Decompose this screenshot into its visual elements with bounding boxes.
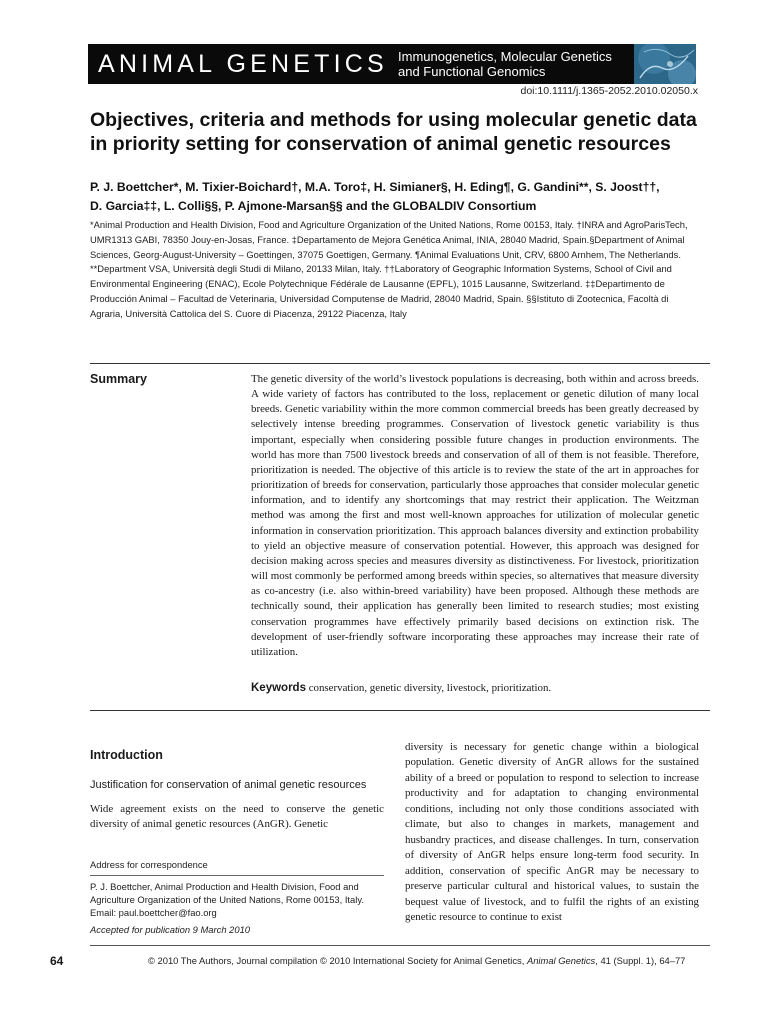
article-title: Objectives, criteria and methods for using molecular genetic data in priority setting for conservation of animal genetic resources xyxy=(90,109,697,155)
author-list xyxy=(90,178,710,216)
introduction-heading: Introduction xyxy=(90,748,163,762)
journal-banner xyxy=(88,44,696,84)
divider-footer xyxy=(90,945,710,946)
author-line-1: P. J. Boettcher*, M. Tixier-Boichard†, M.A. Toro‡, H. Simianer§, H. Eding¶, G. Gandini**, S. Joost††, xyxy=(90,180,660,194)
correspondence-email[interactable]: Email: paul.boettcher@fao.org xyxy=(90,907,217,919)
affiliations: *Animal Production and Health Division, Food and Agriculture Organization of the United Nations, Rome 00153, Italy. †INRA and AgroParisTech, UMR1313 GABI, 78350 Jouy-en-Josas, France. ‡Departamento de Mejora Genética Animal, INIA, 28040 Madrid, Spain.§Department of Animal Sciences, Georg-August-University – Goettingen, 37075 Goettigen, Germany. ¶Animal Evaluations Unit, CRV, 6800 Arnhem, The Netherlands. **Department VSA, Università degli Studi di Milano, 20133 Milan, Italy. ††Laboratory of Geographic Information Systems, School of Civil and Environmental Engineering (ENAC), Ecole Polytechnique Fédérale de Lausanne (EPFL), 1015 Lausanne, Switzerland. ‡‡Departimento de Producción Animal – Facultad de Veterinaria, Universidad Computense de Madrid, 28040 Madrid, Spain. §§Istituto di Zootecnica, Facoltà di Agraria, Università Cattolica del S. Cuore di Piacenza, 29122 Piacenza, Italy xyxy=(90,219,688,319)
keywords-list: conservation, genetic diversity, livestock, prioritization. xyxy=(308,682,552,694)
footer-journal: Animal Genetics xyxy=(526,955,596,966)
author-line-2: D. Garcia‡‡, L. Colli§§, P. Ajmone-Marsan§§ and the GLOBALDIV Consortium xyxy=(90,199,537,213)
correspondence-divider xyxy=(90,875,384,876)
footer-citation xyxy=(148,955,685,966)
journal-name: ANIMAL GENETICS xyxy=(98,50,388,78)
page-number: 64 xyxy=(50,954,64,968)
doi[interactable]: doi:10.1111/j.1365-2052.2010.02050.x xyxy=(520,85,698,97)
summary-text: The genetic diversity of the world’s livestock populations is decreasing, both within and across breeds. A wide variety of factors has contributed to the loss, replacement or genetic dilution of many local breeds. Genetic variability within the more common commercial breeds has been greatly decreased by selectively intense breeding programmes. Conservation of livestock genetic variability is thus important, especially when considering possible future changes in production environments. The world has more than 7500 livestock breeds and conservation of all of them is not feasible. Therefore, prioritization is needed. The objective of this article is to review the state of the art in approaches for prioritization of breeds for conservation, particularly those approaches that consider molecular genetic information, and to identify any shortcomings that may restrict their application. The Weitzman method was among the first and most well-known approaches for utilization of molecular genetic information in conservation prioritization. This approach balances diversity and extinction probability to yield an objective measure of conservation potential. However, this approach was designed for decision making across species and measures diversity as distinctiveness. For livestock, prioritization will most commonly be performed among breeds within species, so alternatives that measure diversity as co-ancestry (i.e. also within-breed variability) have been proposed. Although these methods are technically sound, their application has generally been limited to research studies; most existing conservation programmes have effectively primarily based decisions on extinction risk. The development of user-friendly software incorporating these approaches may increase their rate of utilization. xyxy=(251,373,699,658)
introduction-subheading: Justification for conservation of animal genetic resources xyxy=(90,779,367,791)
divider-middle xyxy=(90,710,710,711)
introduction-text-right: diversity is necessary for genetic change within a biological population. Genetic diversity of AnGR allows for the sustained ability of a breed or population to respond to selection to increase productivity and for adaptation to changing environmental conditions, including not only those conditions associated with climate, but also to changes in markets, management and husbandry practices, and disease challenges. In turn, conservation of diversity of AnGR helps ensure long-term food security. In addition, conservation of specific AnGR may be necessary to preserve particular cultural and historical values, to sustain the bequest value of livestock, and to fulfil the rights of an existing genetic resource to continue to exist xyxy=(405,741,699,923)
footer-volume: , 41 (Suppl. 1), 64–77 xyxy=(595,955,686,966)
banner-artwork-icon xyxy=(634,44,696,84)
summary-heading: Summary xyxy=(90,372,147,386)
footer-copyright: © 2010 The Authors, Journal compilation © 2010 International Society for Animal Genetics, xyxy=(148,955,527,966)
journal-subtitle-line-1: Immunogenetics, Molecular Genetics xyxy=(398,49,612,64)
correspondence-heading: Address for correspondence xyxy=(90,859,208,870)
correspondence-block xyxy=(90,880,384,920)
introduction-text-left: Wide agreement exists on the need to conserve the genetic diversity of animal genetic resources (AnGR). Genetic xyxy=(90,803,384,831)
keywords xyxy=(251,682,699,694)
journal-subtitle-line-2: and Functional Genomics xyxy=(398,64,546,79)
journal-subtitle xyxy=(398,49,612,79)
keywords-label: Keywords xyxy=(251,682,306,694)
divider-top xyxy=(90,363,710,364)
accepted-date: Accepted for publication 9 March 2010 xyxy=(90,924,250,935)
correspondence-address: P. J. Boettcher, Animal Production and Health Division, Food and Agriculture Organization of the United Nations, Rome 00153, Italy. xyxy=(90,881,364,906)
